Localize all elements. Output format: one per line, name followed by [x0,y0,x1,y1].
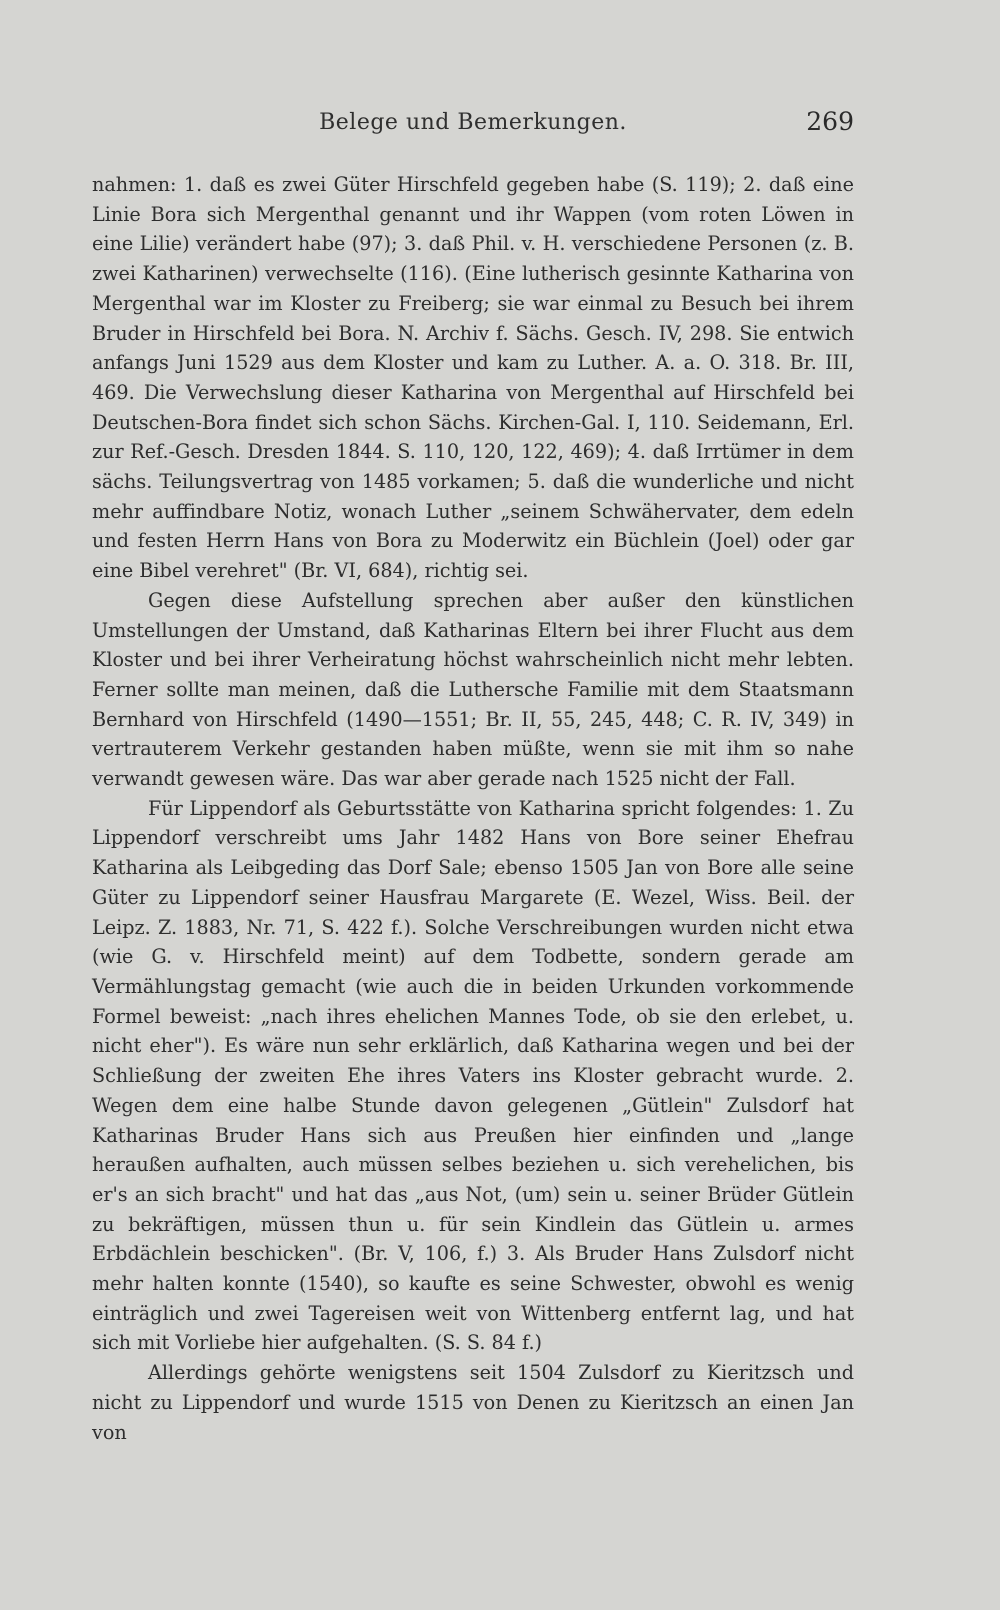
paragraph-zulsdorf: Allerdings gehörte wenigstens seit 1504 Zulsdorf zu Kieritzsch und nicht zu Lippendorf und wurde 1515 von Denen zu Kieritzsch an einen Jan von [92,1361,854,1444]
paragraph-continuation: nahmen: 1. daß es zwei Güter Hirschfeld gegeben habe (S. 119); 2. daß eine Linie Bora sich Mergenthal genannt und ihr Wappen (vom roten Löwen in eine Lilie) verändert habe (97); 3. daß Phil. v. H. verschiedene Personen (z. B. zwei Katharinen) verwechselte (116). (Eine lutherisch gesinnte Katharina von Mergenthal war im Kloster zu Freiberg; sie war einmal zu Besuch bei ihrem Bruder in Hirschfeld bei Bora. N. Archiv f. Sächs. Gesch. IV, 298. Sie entwich anfangs Juni 1529 aus dem Kloster und kam zu Luther. A. a. O. 318. Br. III, 469. Die Verwechslung dieser Katharina von Mergenthal auf Hirschfeld bei Deutschen-Bora findet sich schon Sächs. Kirchen-Gal. I, 110. Seidemann, Erl. zur Ref.-Gesch. Dresden 1844. S. 110, 120, 122, 469); 4. daß Irrtümer in dem sächs. Teilungsvertrag von 1485 vorkamen; 5. daß die wunderliche und nicht mehr auffindbare Notiz, wonach Luther „seinem Schwähervater, dem edeln und festen Herrn Hans von Bora zu Moderwitz ein Büchlein (Joel) oder gar eine Bibel verehret" (Br. VI, 684), richtig sei. [92,173,854,583]
running-head [92,107,854,146]
page-number: 269 [806,107,854,136]
paragraph-counterargument: Gegen diese Aufstellung sprechen aber außer den künstlichen Umstellungen der Umstand, daß Katharinas Eltern bei ihrer Flucht aus dem Kloster und bei ihrer Verheiratung höchst wahrscheinlich nicht mehr lebten. Ferner sollte man meinen, daß die Luthersche Familie mit dem Staatsmann Bernhard von Hirschfeld (1490—1551; Br. II, 55, 245, 448; C. R. IV, 349) in vertrauterem Verkehr gestanden haben müßte, wenn sie mit ihm so nahe verwandt gewesen wäre. Das war aber gerade nach 1525 nicht der Fall. [92,588,854,791]
running-head-title: Belege und Bemerkungen. [319,110,627,135]
body-text [92,170,854,1447]
paragraph-lippendorf: Für Lippendorf als Geburtsstätte von Katharina spricht folgendes: 1. Zu Lippendorf verschreibt ums Jahr 1482 Hans von Bore seiner Ehefrau Katharina als Leibgeding das Dorf Sale; ebenso 1505 Jan von Bore alle seine Güter zu Lippendorf seiner Hausfrau Margarete (E. Wezel, Wiss. Beil. der Leipz. Z. 1883, Nr. 71, S. 422 f.). Solche Verschreibungen wurden nicht etwa (wie G. v. Hirschfeld meint) auf dem Todbette, sondern gerade am Vermählungstag gemacht (wie auch die in beiden Urkunden vorkommende Formel beweist: „nach ihres ehelichen Mannes Tode, ob sie den erlebet, u. nicht eher"). Es wäre nun sehr erklärlich, daß Katharina wegen und bei der Schließung der zweiten Ehe ihres Vaters ins Kloster gebracht wurde. 2. Wegen dem eine halbe Stunde davon gelegenen „Gütlein" Zulsdorf hat Katharinas Bruder Hans sich aus Preußen hier einfinden und „lange heraußen aufhalten, auch müssen selbes beziehen u. sich verehelichen, bis er's an sich bracht" und hat das „aus Not, (um) sein u. seiner Brüder Gütlein zu bekräftigen, müssen thun u. für sein Kindlein das Gütlein u. armes Erbdächlein beschicken". (Br. V, 106, f.) 3. Als Bruder Hans Zulsdorf nicht mehr halten konnte (1540), so kaufte es seine Schwester, obwohl es wenig einträglich und zwei Tagereisen weit von Wittenberg entfernt lag, und hat sich mit Vorliebe hier aufgehalten. (S. S. 84 f.) [92,796,854,1355]
